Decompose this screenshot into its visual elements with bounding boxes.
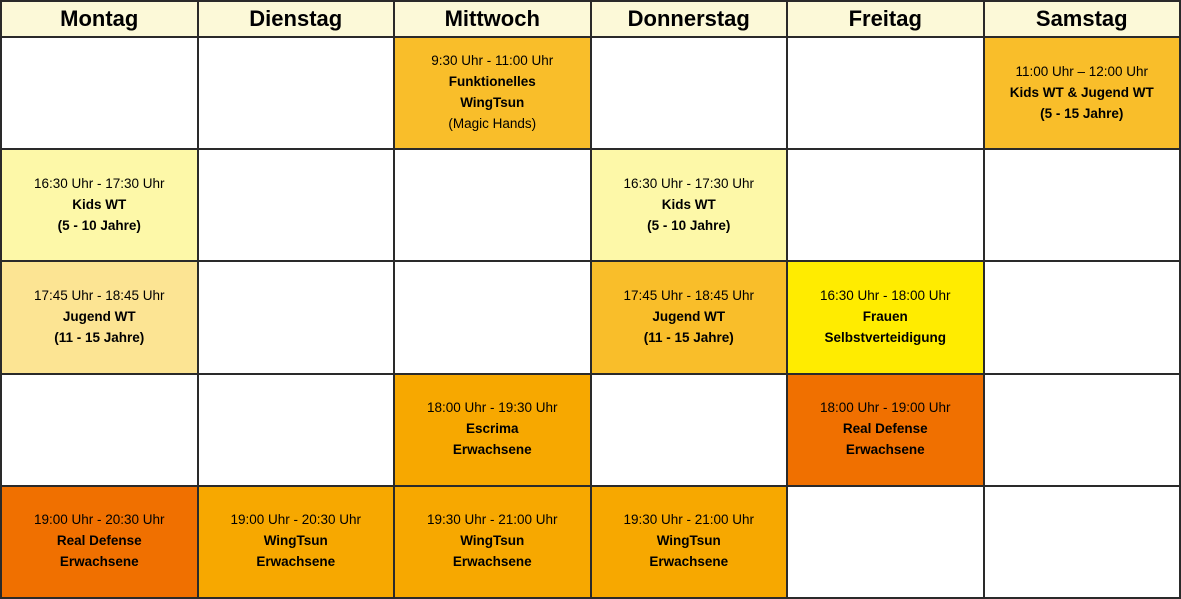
- class-label: Escrima: [465, 421, 519, 437]
- schedule-cell-empty: [198, 374, 395, 486]
- schedule-cell-empty: [984, 261, 1181, 373]
- cell-content: [399, 312, 586, 322]
- class-time: 16:30 Uhr - 18:00 Uhr: [819, 288, 951, 304]
- cell-content: [989, 200, 1176, 210]
- schedule-row: [1, 374, 1180, 486]
- schedule-cell-empty: [591, 374, 788, 486]
- cell-content: [399, 510, 586, 573]
- class-time: 18:00 Uhr - 19:30 Uhr: [426, 400, 558, 416]
- class-time: 19:00 Uhr - 20:30 Uhr: [230, 512, 362, 528]
- schedule-cell-class[interactable]: [787, 374, 984, 486]
- schedule-cell-empty: [198, 37, 395, 149]
- class-label: (5 - 10 Jahre): [647, 217, 731, 233]
- cell-content: [203, 200, 390, 210]
- class-label: Real Defense: [56, 533, 142, 549]
- schedule-cell-class[interactable]: [591, 149, 788, 261]
- cell-content: [596, 174, 783, 237]
- cell-content: [203, 425, 390, 435]
- cell-content: [792, 537, 979, 547]
- schedule-cell-empty: [787, 149, 984, 261]
- cell-content: [203, 88, 390, 98]
- class-time: 19:00 Uhr - 20:30 Uhr: [33, 512, 165, 528]
- class-time: 9:30 Uhr - 11:00 Uhr: [431, 53, 554, 69]
- schedule-cell-empty: [984, 149, 1181, 261]
- column-header-donnerstag: Donnerstag: [591, 1, 788, 37]
- schedule-cell-empty: [787, 486, 984, 598]
- cell-content: [989, 537, 1176, 547]
- cell-content: [6, 510, 193, 573]
- cell-content: [6, 88, 193, 98]
- column-header-dienstag: Dienstag: [198, 1, 395, 37]
- schedule-row: [1, 486, 1180, 598]
- schedule-cell-empty: [394, 149, 591, 261]
- class-time: 19:30 Uhr - 21:00 Uhr: [426, 512, 558, 528]
- schedule-row: [1, 149, 1180, 261]
- class-label: Funktionelles: [448, 74, 536, 90]
- class-time: 18:00 Uhr - 19:00 Uhr: [819, 400, 951, 416]
- class-label: Erwachsene: [649, 554, 729, 570]
- class-label: WingTsun: [460, 95, 525, 111]
- class-label: Frauen: [862, 309, 908, 324]
- cell-content: [792, 398, 979, 461]
- schedule-header-row: [1, 1, 1180, 37]
- class-label: (11 - 15 Jahre): [54, 329, 145, 345]
- cell-content: [989, 62, 1176, 125]
- class-time: 16:30 Uhr - 17:30 Uhr: [33, 175, 165, 191]
- class-label: Erwachsene: [59, 554, 139, 570]
- class-time: 17:45 Uhr - 18:45 Uhr: [33, 288, 165, 304]
- class-label: Kids WT: [661, 196, 716, 212]
- class-label: Kids WT: [72, 196, 127, 212]
- column-header-samstag: Samstag: [984, 1, 1181, 37]
- class-label: Erwachsene: [845, 442, 925, 458]
- class-label: (Magic Hands): [448, 116, 537, 132]
- schedule-cell-class[interactable]: [1, 149, 198, 261]
- schedule-cell-class[interactable]: [394, 37, 591, 149]
- class-label: (5 - 15 Jahre): [1040, 105, 1124, 121]
- class-time: 17:45 Uhr - 18:45 Uhr: [623, 288, 755, 304]
- column-header-montag: Montag: [1, 1, 198, 37]
- schedule-cell-class[interactable]: [591, 261, 788, 373]
- cell-content: [792, 200, 979, 210]
- cell-content: [989, 425, 1176, 435]
- cell-content: [596, 88, 783, 98]
- class-label: Jugend WT: [652, 309, 726, 324]
- cell-content: [6, 286, 193, 349]
- schedule-cell-empty: [787, 37, 984, 149]
- schedule-cell-class[interactable]: [394, 374, 591, 486]
- schedule-cell-empty: [1, 374, 198, 486]
- class-time: 11:00 Uhr – 12:00 Uhr: [1015, 63, 1149, 79]
- class-label: WingTsun: [263, 533, 328, 549]
- cell-content: [596, 425, 783, 435]
- column-header-freitag: Freitag: [787, 1, 984, 37]
- schedule-cell-empty: [394, 261, 591, 373]
- class-label: Jugend WT: [62, 309, 136, 324]
- cell-content: [399, 51, 586, 135]
- schedule-cell-class[interactable]: [1, 486, 198, 598]
- schedule-cell-class[interactable]: [394, 486, 591, 598]
- schedule-cell-class[interactable]: [198, 486, 395, 598]
- schedule-row: [1, 37, 1180, 149]
- cell-content: [6, 174, 193, 237]
- cell-content: [203, 312, 390, 322]
- schedule-body: [1, 37, 1180, 598]
- schedule-cell-empty: [198, 149, 395, 261]
- class-label: Selbstverteidigung: [824, 329, 947, 345]
- cell-content: [792, 286, 979, 349]
- class-label: Erwachsene: [452, 442, 532, 458]
- class-label: WingTsun: [460, 533, 525, 549]
- cell-content: [989, 312, 1176, 322]
- schedule-cell-empty: [984, 374, 1181, 486]
- schedule-cell-class[interactable]: [591, 486, 788, 598]
- class-label: Erwachsene: [452, 554, 532, 570]
- schedule-cell-empty: [198, 261, 395, 373]
- cell-content: [596, 510, 783, 573]
- class-label: Erwachsene: [256, 554, 336, 570]
- cell-content: [399, 398, 586, 461]
- schedule-cell-class[interactable]: [1, 261, 198, 373]
- cell-content: [596, 286, 783, 349]
- cell-content: [792, 88, 979, 98]
- schedule-cell-empty: [1, 37, 198, 149]
- class-label: Kids WT & Jugend WT: [1009, 84, 1154, 100]
- class-label: WingTsun: [656, 533, 721, 549]
- class-label: Real Defense: [842, 421, 928, 437]
- class-time: 19:30 Uhr - 21:00 Uhr: [623, 512, 755, 528]
- schedule-cell-class[interactable]: [787, 261, 984, 373]
- cell-content: [6, 425, 193, 435]
- column-header-mittwoch: Mittwoch: [394, 1, 591, 37]
- cell-content: [399, 200, 586, 210]
- schedule-cell-empty: [591, 37, 788, 149]
- cell-content: [203, 510, 390, 573]
- schedule-cell-class[interactable]: [984, 37, 1181, 149]
- schedule-cell-empty: [984, 486, 1181, 598]
- class-label: (11 - 15 Jahre): [643, 329, 734, 345]
- schedule-row: [1, 261, 1180, 373]
- class-label: (5 - 10 Jahre): [57, 217, 141, 233]
- class-time: 16:30 Uhr - 17:30 Uhr: [623, 175, 755, 191]
